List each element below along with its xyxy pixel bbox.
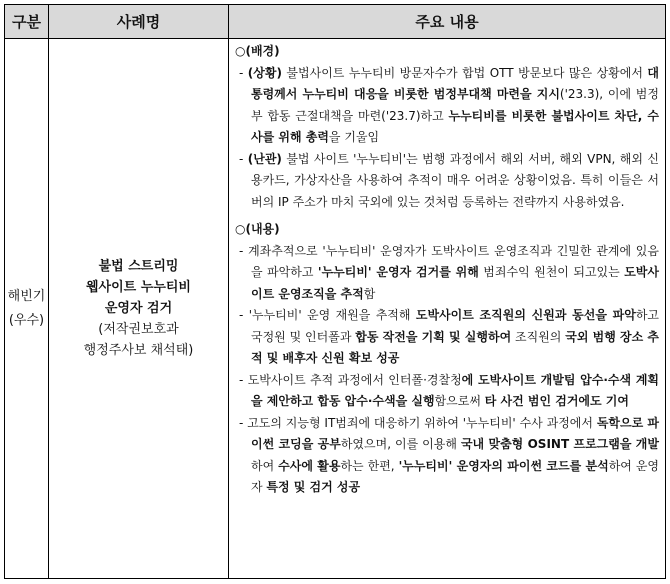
header-case-name: 사례명: [49, 5, 229, 39]
content-item-4: - 고도의 지능형 IT범죄에 대응하기 위하여 '누누티비' 수사 과정에서 독학으로 파이썬 코딩을 공부하였으며, 이를 이용해 국내 맞춤형 OSINT 프로그램을 개발하여 수사에 활용하는 한편, '누누티비' 운영자의 파이썬 코드를 분석하여 운영자 특정 및 검거 성공: [239, 415, 660, 494]
content-item-1: - 계좌추적으로 '누누티비' 운영자가 도박사이트 운영조직과 긴밀한 관계에 있음을 파악하고 '누누티비' 운영자 검거를 위해 범죄수익 원천이 되고있는 도박사이트 운영조직을 추적함: [239, 243, 659, 301]
case-title-line-1: 불법 스트리밍: [98, 259, 179, 274]
case-title-line-2: 웹사이트 누누티비: [86, 280, 191, 295]
content-item-3: - 도박사이트 추적 과정에서 인터폴·경찰청에 도박사이트 개발팀 압수·수색 계획을 제안하고 합동 압수·수색을 실행함으로써 타 사건 범인 검거에도 기여: [239, 372, 660, 408]
case-name-cell: [49, 39, 229, 579]
category-label: 해빈기: [7, 288, 46, 304]
category-grade: (우수): [8, 312, 45, 328]
header-row: [5, 5, 666, 39]
case-title-line-3: 운영자 검거: [104, 301, 173, 316]
category-cell: [5, 39, 49, 579]
case-row: [5, 39, 666, 579]
main-content-cell: [229, 39, 666, 579]
case-dept-line-1: (저작권보호과: [98, 322, 179, 337]
content-item-2: - '누누티비' 운영 재원을 추적해 도박사이트 조직원의 신원과 동선을 파악하고 국정원 및 인터폴과 합동 작전을 기획 및 실행하여 조직원의 국외 범행 장소 추적 및 배후자 신원 확보 성공: [239, 308, 660, 365]
header-main-content: 주요 내용: [229, 5, 666, 39]
case-dept-line-2: 행정주사보 채석태): [83, 343, 194, 358]
award-case-table: [4, 4, 666, 579]
header-category: 구분: [5, 5, 49, 39]
background-heading: ○(배경): [235, 44, 280, 58]
background-item-situation: - (상황) 불법사이트 누누티비 방문자수가 합법 OTT 방문보다 많은 상황에서 대통령께서 누누티비 대응을 비롯한 범정부대책 마련을 지시('23.3), 이에 범정부 합동 근절대책을 마련('23.7)하고 누누티비를 비롯한 불법사이트 차단, 수사를 위해 총력을 기울임: [239, 65, 659, 144]
content-heading: ○(내용): [235, 222, 280, 236]
background-item-difficulty: - (난관) 불법 사이트 '누누티비'는 범행 과정에서 해외 서버, 해외 VPN, 해외 신용카드, 가상자산을 사용하여 추적이 매우 어려운 상황이었음. 특히 이들은 서버의 IP 주소가 마치 국외에 있는 것처럼 등록하는 전략까지 사용하였음.: [239, 151, 659, 209]
